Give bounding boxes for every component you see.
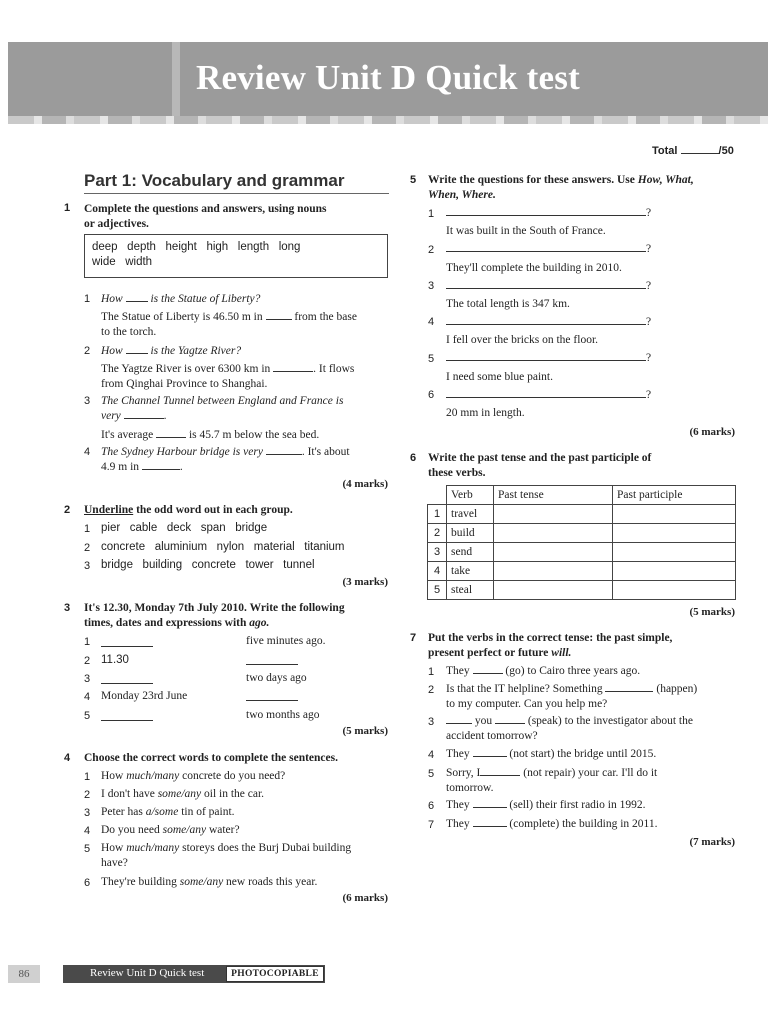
answer-blank[interactable] <box>473 673 503 674</box>
q5-marks: (6 marks) <box>689 426 735 438</box>
past-participle-cell[interactable] <box>613 562 736 581</box>
q2-item-number: 2 <box>84 542 91 554</box>
q7-item-text: Is that the IT helpline? Something (happen) <box>446 683 698 695</box>
q1-item-question: How is the Yagtze River? <box>101 345 242 357</box>
past-tense-cell[interactable] <box>494 524 613 543</box>
table-row <box>428 505 736 524</box>
total-label: Total <box>652 145 678 157</box>
q5-answer: I fell over the bricks on the floor. <box>446 334 599 346</box>
total-score <box>652 145 734 157</box>
q5-question-line[interactable]: ? <box>446 315 651 330</box>
footer-title: Review Unit D Quick test <box>90 967 205 979</box>
q5-answer: The total length is 347 km. <box>446 298 570 310</box>
q7-item-number: 4 <box>428 749 435 761</box>
q2-item-words: concrete aluminium nylon material titanium <box>101 541 345 553</box>
q7-item-text: They (complete) the building in 2011. <box>446 818 658 830</box>
q4-item-number: 6 <box>84 877 91 889</box>
q4-item-text: How much/many storeys does the Burj Dubai building <box>101 842 352 854</box>
q7-item-text: They (not start) the bridge until 2015. <box>446 748 657 760</box>
q1-instruction-line2: or adjectives. <box>84 218 149 230</box>
q1-item-answer-cont: from Qinghai Province to Shanghai. <box>101 378 268 390</box>
table-row <box>428 524 736 543</box>
q1-item-number: 4 <box>84 446 91 458</box>
past-participle-cell[interactable] <box>613 581 736 600</box>
table-header-row <box>428 486 736 505</box>
past-participle-cell[interactable] <box>613 505 736 524</box>
header-stripes <box>8 116 768 124</box>
part1-rule <box>84 193 389 194</box>
q4-item-number: 1 <box>84 771 91 783</box>
row-number: 1 <box>428 505 447 524</box>
q7-instruction-line2: present perfect or future will. <box>428 647 572 659</box>
q5-instruction-line2: When, Where. <box>428 189 496 201</box>
q6-number: 6 <box>410 452 417 464</box>
answer-blank[interactable] <box>605 691 653 692</box>
answer-blank[interactable] <box>124 418 164 419</box>
q6-instruction-line2: these verbs. <box>428 467 486 479</box>
verb-cell: send <box>447 543 494 562</box>
q7-item-text: Sorry, I (not repair) your car. I'll do it <box>446 767 658 779</box>
q4-item-text: They're building some/any new roads this year. <box>101 876 318 888</box>
q5-item-number: 4 <box>428 316 435 328</box>
q1-instruction-line1: Complete the questions and answers, using nouns <box>84 203 327 215</box>
q2-item-words: bridge building concrete tower tunnel <box>101 559 315 571</box>
row-number: 5 <box>428 581 447 600</box>
q5-item-number: 5 <box>428 353 435 365</box>
q5-question-line[interactable]: ? <box>446 388 651 403</box>
q3-item-right: five minutes ago. <box>246 635 326 647</box>
past-tense-cell[interactable] <box>494 505 613 524</box>
q5-item-number: 3 <box>428 280 435 292</box>
q1-item-answer-cont: to the torch. <box>101 326 157 338</box>
q4-item-number: 3 <box>84 807 91 819</box>
q2-item-number: 3 <box>84 560 91 572</box>
q7-item-number: 2 <box>428 684 435 696</box>
q5-answer: I need some blue paint. <box>446 371 553 383</box>
answer-blank[interactable] <box>446 723 472 724</box>
q7-item-text-cont: accident tomorrow? <box>446 730 538 742</box>
table-header: Past participle <box>613 486 736 505</box>
q1-item-answer: 4.9 m in . <box>101 461 183 473</box>
answer-blank[interactable] <box>266 319 292 320</box>
q1-item-answer: The Statue of Liberty is 46.50 m in from the base <box>101 311 357 323</box>
q5-question-line[interactable]: ? <box>446 351 651 366</box>
table-header: Past tense <box>494 486 613 505</box>
q1-item-answer: The Yagtze River is over 6300 km in . It flows <box>101 363 355 375</box>
q1-item-question: The Channel Tunnel between England and France is <box>101 395 344 407</box>
q3-item-number: 3 <box>84 673 91 685</box>
past-participle-cell[interactable] <box>613 543 736 562</box>
q5-answer: 20 mm in length. <box>446 407 525 419</box>
q3-item-number: 4 <box>84 691 91 703</box>
table-row <box>428 562 736 581</box>
total-blank[interactable] <box>681 153 719 154</box>
q4-number: 4 <box>64 752 71 764</box>
q5-answer: They'll complete the building in 2010. <box>446 262 622 274</box>
q7-item-number: 7 <box>428 819 435 831</box>
q3-number: 3 <box>64 602 71 614</box>
q2-item-number: 1 <box>84 523 91 535</box>
q1-marks: (4 marks) <box>342 478 388 490</box>
q2-marks: (3 marks) <box>342 576 388 588</box>
q7-item-text-cont: to my computer. Can you help me? <box>446 698 608 710</box>
part1-heading: Part 1: Vocabulary and grammar <box>84 171 345 190</box>
q1-item-number: 3 <box>84 395 91 407</box>
q3-item-number: 2 <box>84 655 91 667</box>
verb-cell: travel <box>447 505 494 524</box>
q4-item-text: Peter has a/some tin of paint. <box>101 806 235 818</box>
header-band-divider <box>172 42 180 116</box>
q5-item-number: 6 <box>428 389 435 401</box>
q6-verb-table <box>427 485 736 600</box>
q1-item-question: How is the Statue of Liberty? <box>101 293 261 305</box>
answer-blank[interactable] <box>473 756 507 757</box>
q7-item-text: They (go) to Cairo three years ago. <box>446 665 641 677</box>
answer-blank[interactable] <box>101 646 153 647</box>
q7-marks: (7 marks) <box>689 836 735 848</box>
q4-item-number: 5 <box>84 843 91 855</box>
answer-blank[interactable] <box>101 720 153 721</box>
q1-word-box <box>84 234 388 278</box>
q1-item-number: 1 <box>84 293 91 305</box>
answer-blank[interactable] <box>246 664 298 665</box>
answer-blank[interactable] <box>473 807 507 808</box>
q7-item-text: you (speak) to the investigator about the <box>446 714 693 729</box>
past-tense-cell[interactable] <box>494 562 613 581</box>
row-number: 4 <box>428 562 447 581</box>
q4-item-text-cont: have? <box>101 857 128 869</box>
q6-instruction-line1: Write the past tense and the past participle of <box>428 452 652 464</box>
page-number: 86 <box>8 965 40 983</box>
verb-cell: steal <box>447 581 494 600</box>
q1-number: 1 <box>64 202 71 214</box>
answer-blank[interactable] <box>101 683 153 684</box>
q1-item-number: 2 <box>84 345 91 357</box>
answer-blank[interactable] <box>473 826 507 827</box>
q3-item-number: 1 <box>84 636 91 648</box>
q7-item-number: 6 <box>428 800 435 812</box>
q3-item-number: 5 <box>84 710 91 722</box>
q4-item-text: I don't have some/any oil in the car. <box>101 788 265 800</box>
answer-blank[interactable] <box>480 775 520 776</box>
q7-instruction-line1: Put the verbs in the correct tense: the past simple, <box>428 632 673 644</box>
q5-item-number: 1 <box>428 208 435 220</box>
row-number: 2 <box>428 524 447 543</box>
verb-cell: build <box>447 524 494 543</box>
photocopiable-label: PHOTOCOPIABLE <box>226 966 324 982</box>
q3-item-right: two days ago <box>246 672 307 684</box>
q3-item-left: Monday 23rd June <box>101 690 188 702</box>
answer-blank[interactable] <box>246 700 298 701</box>
q1-item-answer: It's average is 45.7 m below the sea bed. <box>101 429 320 441</box>
total-suffix: /50 <box>718 145 734 157</box>
q5-instruction-line1: Write the questions for these answers. Use How, What, <box>428 174 694 186</box>
q3-marks: (5 marks) <box>342 725 388 737</box>
q1-word-box-line2: wide width <box>92 256 153 268</box>
q3-instruction-line1: It's 12.30, Monday 7th July 2010. Write the following <box>84 602 345 614</box>
q4-item-number: 4 <box>84 825 91 837</box>
table-row <box>428 581 736 600</box>
q7-item-text-cont: tomorrow. <box>446 782 494 794</box>
q4-item-number: 2 <box>84 789 91 801</box>
q2-instruction: Underline the odd word out in each group. <box>84 504 293 516</box>
q4-instruction: Choose the correct words to complete the sentences. <box>84 752 338 764</box>
past-participle-cell[interactable] <box>613 524 736 543</box>
answer-blank[interactable] <box>126 301 148 302</box>
verb-cell: take <box>447 562 494 581</box>
q4-item-text: How much/many concrete do you need? <box>101 770 286 782</box>
q1-item-question-cont: very . <box>101 410 167 422</box>
q7-number: 7 <box>410 632 417 644</box>
q7-item-text: They (sell) their first radio in 1992. <box>446 799 646 811</box>
q7-item-number: 1 <box>428 666 435 678</box>
table-header: Verb <box>447 486 494 505</box>
q5-question-line[interactable]: ? <box>446 206 651 221</box>
q3-item-left: 11.30 <box>101 654 129 666</box>
q5-question-line[interactable]: ? <box>446 242 651 257</box>
q5-question-line[interactable]: ? <box>446 279 651 294</box>
q2-item-words: pier cable deck span bridge <box>101 522 268 534</box>
q6-marks: (5 marks) <box>689 606 735 618</box>
past-tense-cell[interactable] <box>494 581 613 600</box>
q4-marks: (6 marks) <box>342 892 388 904</box>
q3-instruction-line2: times, dates and expressions with ago. <box>84 617 270 629</box>
q3-item-right: two months ago <box>246 709 320 721</box>
table-row <box>428 543 736 562</box>
q7-item-number: 3 <box>428 716 435 728</box>
row-number: 3 <box>428 543 447 562</box>
q5-number: 5 <box>410 174 417 186</box>
past-tense-cell[interactable] <box>494 543 613 562</box>
q2-number: 2 <box>64 504 71 516</box>
page-title: Review Unit D Quick test <box>196 58 580 97</box>
q5-item-number: 2 <box>428 244 435 256</box>
answer-blank[interactable] <box>266 454 302 455</box>
q1-item-question: The Sydney Harbour bridge is very . It's about <box>101 446 350 458</box>
q5-answer: It was built in the South of France. <box>446 225 606 237</box>
q4-item-text: Do you need some/any water? <box>101 824 240 836</box>
answer-blank[interactable] <box>156 437 186 438</box>
answer-blank[interactable] <box>495 723 525 724</box>
answer-blank[interactable] <box>273 371 313 372</box>
q7-item-number: 5 <box>428 768 435 780</box>
answer-blank[interactable] <box>126 353 148 354</box>
q1-word-box-line1: deep depth height high length long <box>92 241 301 253</box>
answer-blank[interactable] <box>142 469 180 470</box>
